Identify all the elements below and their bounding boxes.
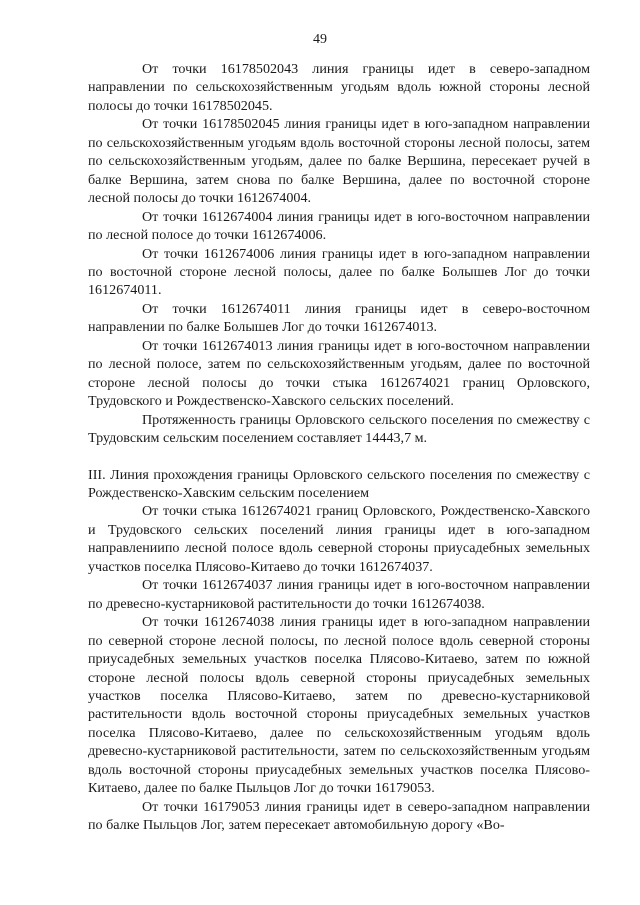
page-number: 49 <box>313 32 327 47</box>
paragraph-4: От точки 1612674006 линия границы идет в юго-западном направлении по восточной стороне лесной полосы, далее по балке Болышев Лог до точки 1612674011. <box>88 245 590 299</box>
section-paragraph-1: От точки стыка 1612674021 границ Орловского, Рождественско-Хавского и Трудовского сельских поселений линия границы идет в юго-западном направлениипо лесной полосе вдоль северной стороны приусадебных земельных участков поселка Плясово-Китаево до точки 1612674037. <box>88 503 590 575</box>
section-paragraph-4: От точки 16179053 линия границы идет в северо-западном направлении по балке Пыльцов Лог, затем пересекает автомобильную дорогу «Во- <box>88 798 590 834</box>
section-heading: III. Линия прохождения границы Орловского сельского поселения по смежеству с Рождественско-Хавским сельским поселением <box>88 466 590 501</box>
section-paragraph-2: От точки 1612674037 линия границы идет в юго-восточном направлении по древесно-кустарниковой растительности до точки 1612674038. <box>88 577 590 612</box>
document-body <box>88 60 590 835</box>
section-paragraph-3: От точки 1612674038 линия границы идет в юго-западном направлении по северной стороне лесной полосы, по лесной полосе вдоль северной стороны приусадебных земельных участков поселка Плясово-Китаево, затем по южной стороне лесной полосы вдоль северной стороны приусадебных земельных участков поселка Плясово-Китаево, затем по древесно-кустарниковой растительности вдоль восточной стороны приусадебных земельных участков поселка Плясово-Китаево, далее по сельскохозяйственным угодьям вдоль древесно-кустарниковой растительности, затем по сельскохозяйственным угодьям вдоль восточной стороны приусадебных земельных участков поселка Плясово-Китаево, далее по балке Пыльцов Лог до точки 16179053. <box>88 614 590 797</box>
boundary-length-paragraph: Протяженность границы Орловского сельского поселения по смежеству с Трудовским сельским поселением составляет 14443,7 м. <box>88 411 590 447</box>
paragraph-1: От точки 16178502043 линия границы идет в северо-западном направлении по сельскохозяйственным угодьям вдоль южной стороны лесной полосы до точки 16178502045. <box>88 61 590 114</box>
paragraph-5: От точки 1612674011 линия границы идет в северо-восточном направлении по балке Болышев Лог до точки 1612674013. <box>88 300 590 336</box>
paragraph-2: От точки 16178502045 линия границы идет в юго-западном направлении по сельскохозяйственным угодьям вдоль восточной стороны лесной полосы, затем по сельскохозяйственным угодьям, далее по балке Вершина, пересекает ручей в балке Вершина, затем снова по балке Вершина, далее по восточной стороне лесной полосы до точки 1612674004. <box>88 116 590 207</box>
paragraph-3: От точки 1612674004 линия границы идет в юго-восточном направлении по лесной полосе до точки 1612674006. <box>88 208 590 244</box>
paragraph-6: От точки 1612674013 линия границы идет в юго-восточном направлении по лесной полосе, затем по сельскохозяйственным угодьям, далее по восточной стороне лесной полосы до точки стыка 1612674021 границ Орловского, Трудовского и Рождественско-Хавского сельских поселений. <box>88 337 590 410</box>
